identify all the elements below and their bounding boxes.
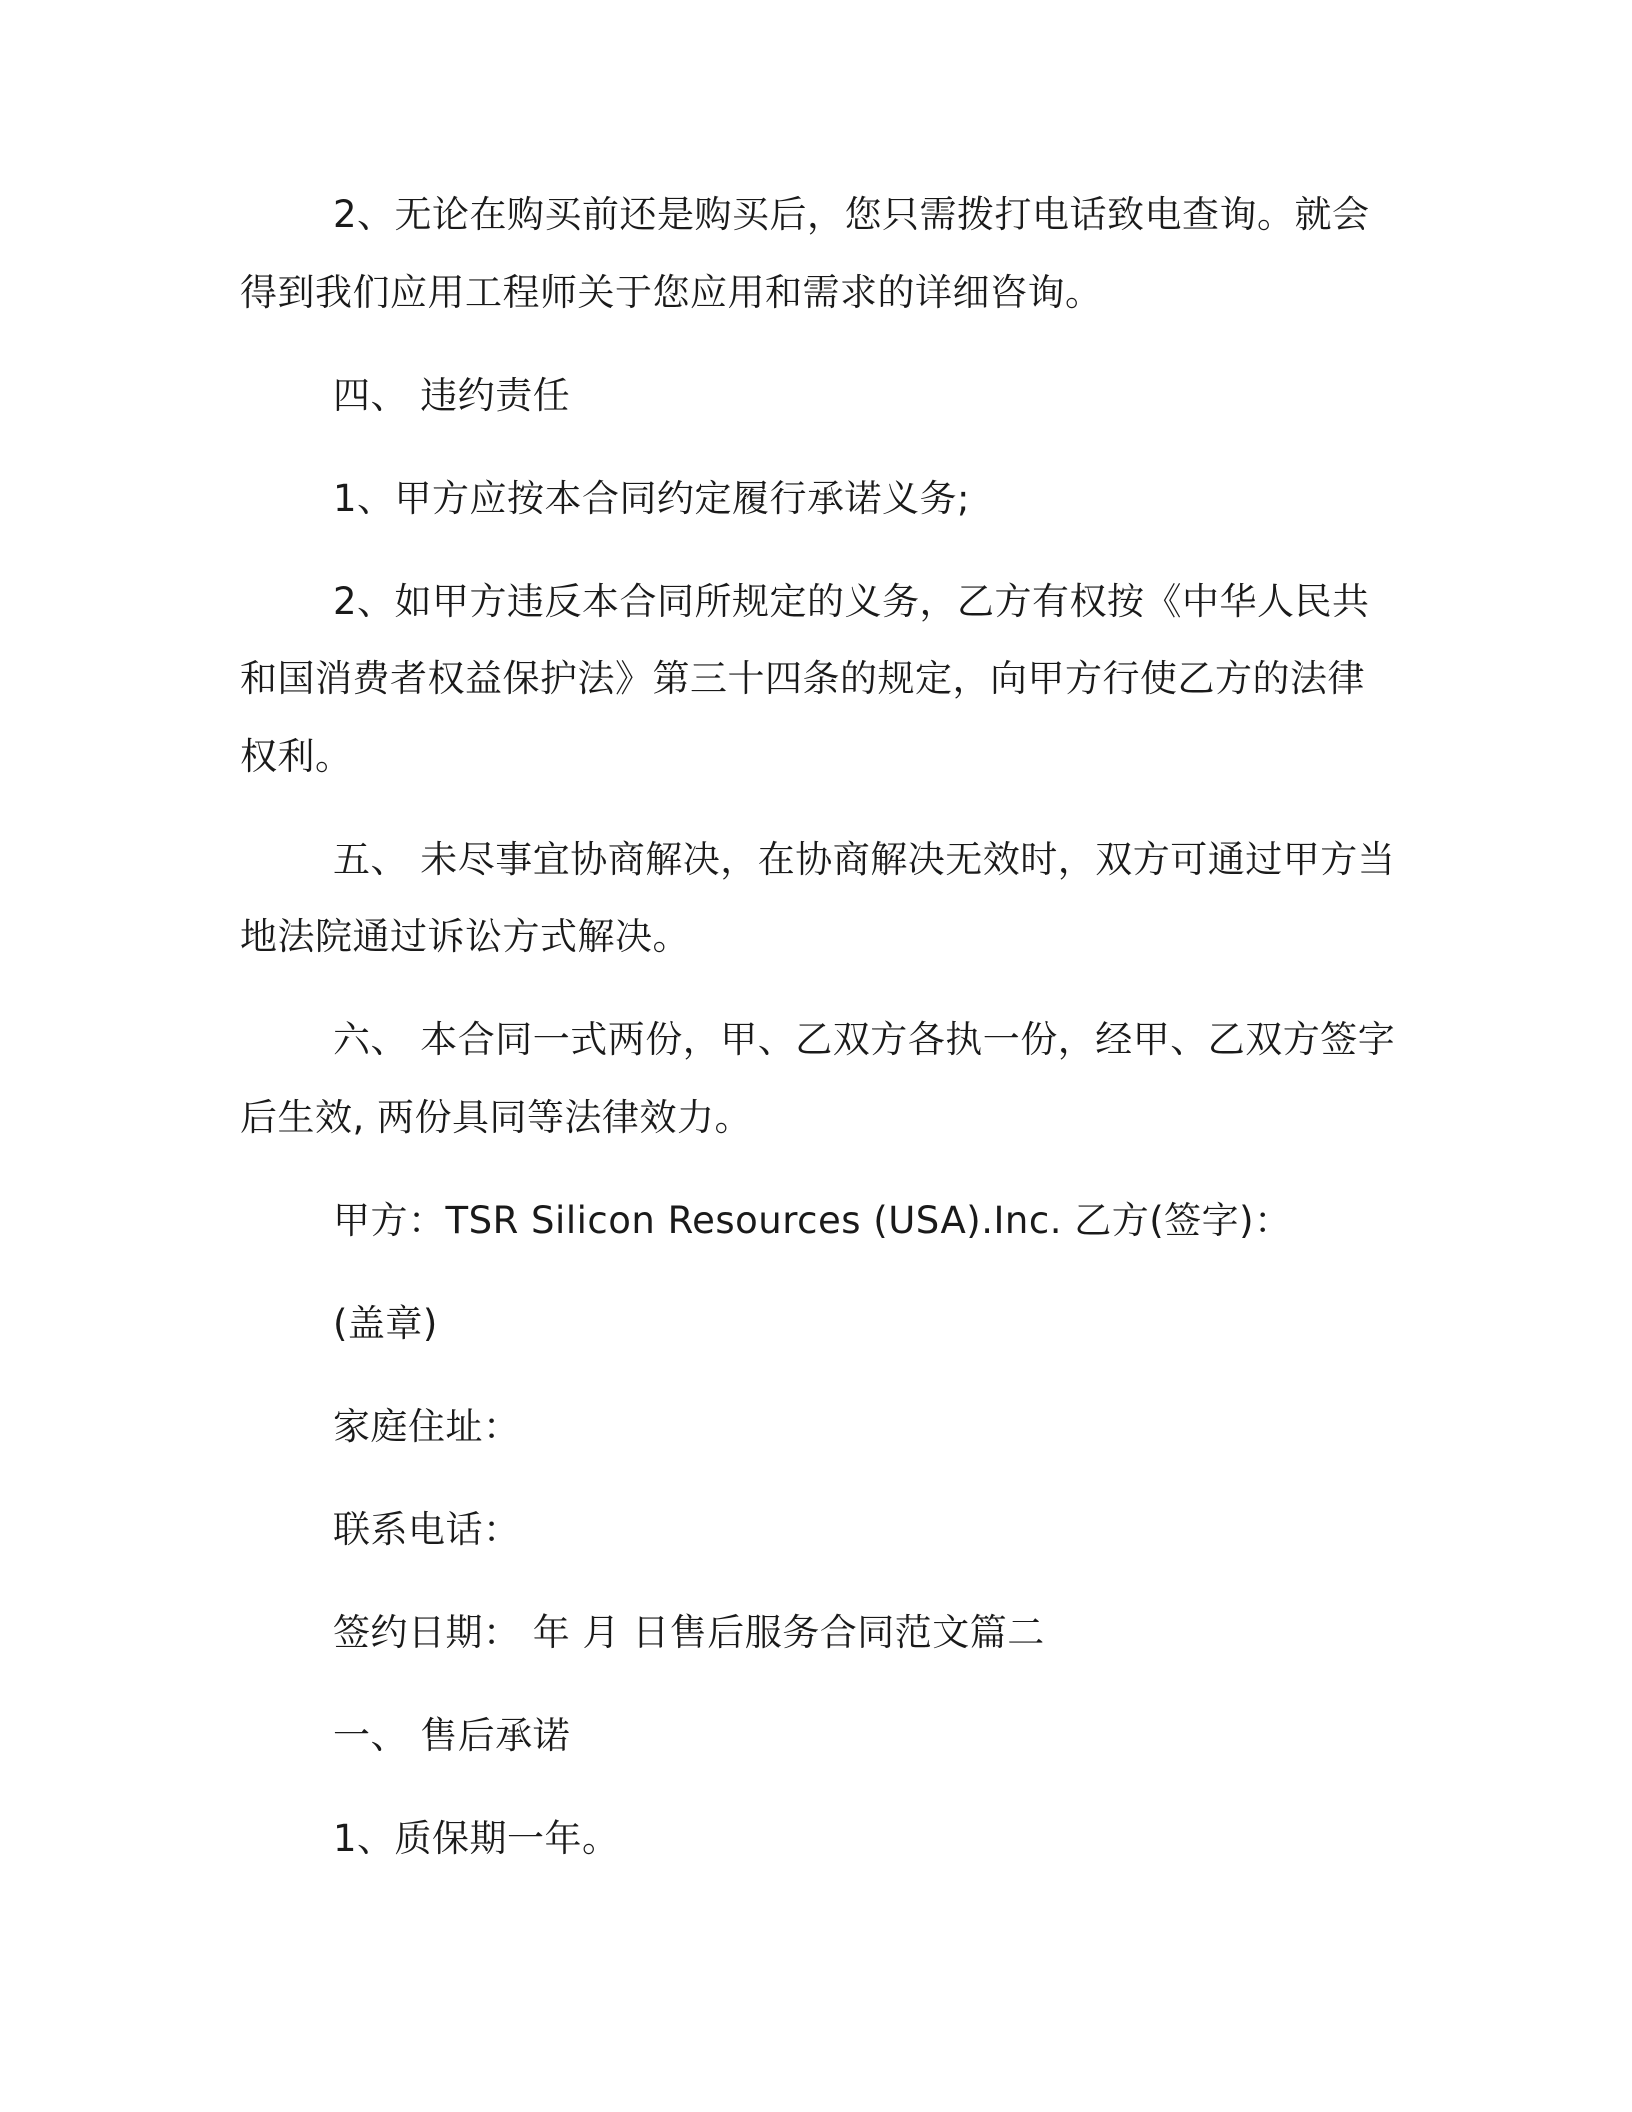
home-address-line: 家庭住址： — [333, 1405, 521, 1448]
paragraph-line: 六、 本合同一式两份，甲、乙双方各执一份，经甲、乙双方签字 — [333, 1018, 1396, 1061]
seal-line: (盖章) — [333, 1302, 438, 1345]
sign-date-line: 签约日期： 年 月 日售后服务合同范文篇二 — [333, 1611, 1045, 1654]
party-a-line: 甲方：TSR Silicon Resources (USA).Inc. 乙方(签字)： — [333, 1199, 1292, 1242]
paragraph-line: 地法院通过诉讼方式解决。 — [240, 915, 690, 958]
paragraph-line: 1、质保期一年。 — [333, 1817, 620, 1860]
contact-phone-line: 联系电话： — [333, 1508, 521, 1551]
paragraph-line: 五、 未尽事宜协商解决，在协商解决无效时，双方可通过甲方当 — [333, 838, 1396, 881]
paragraph-line: 后生效, 两份具同等法律效力。 — [240, 1096, 753, 1139]
paragraph-line: 和国消费者权益保护法》第三十四条的规定，向甲方行使乙方的法律 — [240, 657, 1365, 700]
section-heading: 一、 售后承诺 — [333, 1714, 571, 1757]
paragraph-line: 2、如甲方违反本合同所规定的义务，乙方有权按《中华人民共 — [333, 580, 1370, 623]
paragraph-line: 1、甲方应按本合同约定履行承诺义务; — [333, 477, 971, 520]
paragraph-line: 权利。 — [240, 735, 353, 778]
section-heading: 四、 违约责任 — [333, 374, 571, 417]
paragraph-line: 得到我们应用工程师关于您应用和需求的详细咨询。 — [240, 271, 1103, 314]
paragraph-line: 2、无论在购买前还是购买后，您只需拨打电话致电查询。就会 — [333, 193, 1370, 236]
